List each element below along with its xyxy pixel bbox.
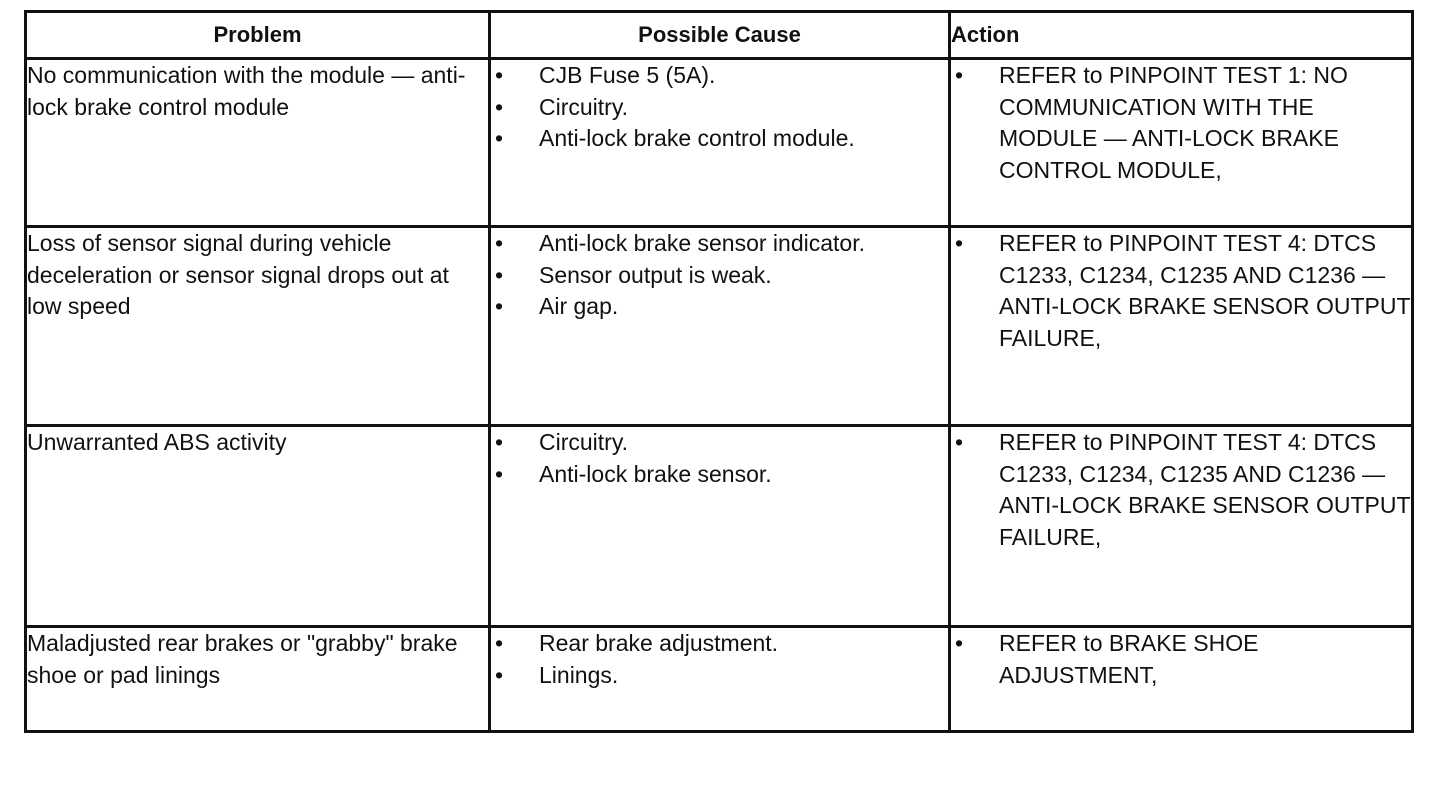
list-item bbox=[491, 628, 948, 660]
table-row bbox=[26, 227, 1413, 426]
cause-text: CJB Fuse 5 (5A). bbox=[539, 62, 716, 88]
action-list bbox=[951, 628, 1411, 691]
bullet-icon: • bbox=[495, 125, 504, 151]
bullet-icon: • bbox=[955, 429, 964, 455]
bullet-icon: • bbox=[955, 62, 964, 88]
list-item bbox=[951, 60, 1411, 186]
list-item bbox=[491, 459, 948, 491]
action-text: REFER to PINPOINT TEST 1: NO COMMUNICATION WITH THE MODULE — ANTI-LOCK BRAKE CONTROL MODULE, bbox=[999, 62, 1348, 183]
bullet-icon: • bbox=[955, 630, 964, 656]
cause-text: Rear brake adjustment. bbox=[539, 630, 779, 656]
list-item bbox=[951, 628, 1411, 691]
table-row bbox=[26, 627, 1413, 732]
bullet-icon: • bbox=[495, 93, 504, 120]
diagnosis-table bbox=[24, 10, 1414, 733]
list-item bbox=[951, 228, 1411, 354]
bullet-icon: • bbox=[495, 293, 504, 319]
header-problem: Problem bbox=[26, 12, 490, 59]
cause-list bbox=[491, 628, 948, 691]
action-cell bbox=[950, 426, 1413, 627]
cause-list bbox=[491, 228, 948, 323]
bullet-icon: • bbox=[495, 429, 504, 455]
cause-text: Circuitry. bbox=[539, 429, 629, 455]
action-cell bbox=[950, 227, 1413, 426]
action-text: REFER to BRAKE SHOE ADJUSTMENT, bbox=[999, 630, 1259, 688]
list-item bbox=[491, 660, 948, 692]
bullet-icon: • bbox=[955, 230, 964, 256]
problem-cell: Unwarranted ABS activity bbox=[26, 426, 490, 627]
problem-cell: Maladjusted rear brakes or "grabby" brake shoe or pad linings bbox=[26, 627, 490, 732]
problem-cell: No communication with the module — anti-lock brake control module bbox=[26, 59, 490, 227]
table-row bbox=[26, 59, 1413, 227]
action-text: REFER to PINPOINT TEST 4: DTCS C1233, C1234, C1235 AND C1236 — ANTI-LOCK BRAKE SENSOR OUTPUT FAILURE, bbox=[999, 230, 1411, 351]
cause-list bbox=[491, 427, 948, 490]
problem-cell: Loss of sensor signal during vehicle deceleration or sensor signal drops out at low speed bbox=[26, 227, 490, 426]
bullet-icon: • bbox=[495, 630, 504, 656]
cause-text: Anti-lock brake sensor indicator. bbox=[539, 230, 865, 256]
list-item bbox=[491, 291, 948, 323]
bullet-icon: • bbox=[495, 230, 504, 256]
cause-cell bbox=[490, 59, 950, 227]
list-item bbox=[491, 60, 948, 92]
cause-text: Sensor output is weak. bbox=[539, 261, 772, 288]
cause-text: Linings. bbox=[539, 661, 619, 688]
list-item bbox=[491, 427, 948, 459]
cause-cell bbox=[490, 426, 950, 627]
table-row bbox=[26, 426, 1413, 627]
list-item bbox=[951, 427, 1411, 553]
list-item bbox=[491, 260, 948, 292]
bullet-icon: • bbox=[495, 261, 504, 288]
bullet-icon: • bbox=[495, 62, 504, 88]
list-item bbox=[491, 228, 948, 260]
bullet-icon: • bbox=[495, 460, 504, 487]
action-list bbox=[951, 60, 1411, 186]
action-list bbox=[951, 427, 1411, 553]
bullet-icon: • bbox=[495, 661, 504, 688]
table-header-row bbox=[26, 12, 1413, 59]
cause-text: Anti-lock brake sensor. bbox=[539, 460, 772, 487]
header-possible-cause: Possible Cause bbox=[490, 12, 950, 59]
list-item bbox=[491, 123, 948, 155]
cause-cell bbox=[490, 627, 950, 732]
cause-cell bbox=[490, 227, 950, 426]
cause-text: Anti-lock brake control module. bbox=[539, 125, 855, 151]
list-item bbox=[491, 92, 948, 124]
action-text: REFER to PINPOINT TEST 4: DTCS C1233, C1234, C1235 AND C1236 — ANTI-LOCK BRAKE SENSOR OUTPUT FAILURE, bbox=[999, 429, 1411, 550]
header-action: Action bbox=[950, 12, 1413, 59]
action-cell bbox=[950, 627, 1413, 732]
action-list bbox=[951, 228, 1411, 354]
cause-text: Circuitry. bbox=[539, 93, 629, 120]
action-cell bbox=[950, 59, 1413, 227]
cause-list bbox=[491, 60, 948, 155]
cause-text: Air gap. bbox=[539, 293, 619, 319]
